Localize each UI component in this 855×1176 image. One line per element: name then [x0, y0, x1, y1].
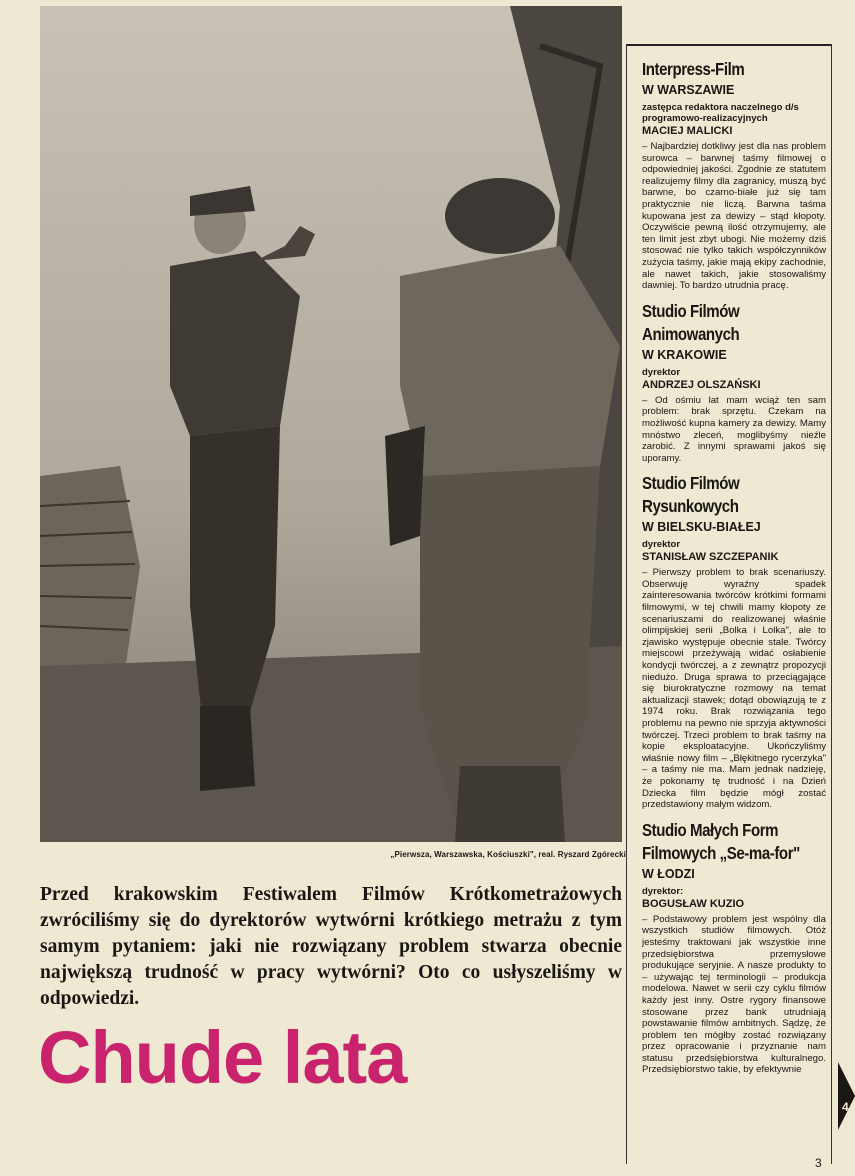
section-body: – Od ośmiu lat mam wciąż ten sam problem: brak sprzętu. Czekam na możliwość kupna kamery za dewizy. Mamy mnóstwo zleceń, moglibyśmy nieźle zarobić. Z innymi sprawami jakoś się uporamy.: [642, 394, 826, 464]
section-interpress-film: [642, 58, 826, 292]
page-tab-marker: [838, 1062, 855, 1130]
photo-caption: „Pierwsza, Warszawska, Kościuszki", real. Ryszard Zgórecki: [390, 850, 626, 859]
section-body: – Pierwszy problem to brak scenariuszy. Obserwuję wyraźny spadek zainteresowania twórców krótkimi formami filmowymi, w tej chwili mamy kłopoty ze scenariuszami do realizowanej właśnie olimpijskiej serii „Bolka i Lolka", ale to zjawisko występuje obecnie stale. Twórcy miejscowi przeżywają widać osłabienie kondycji twórczej, a z zewnątrz propozycji niedużo. Druga sprawa to przeciągające się biurokratyczne rozmowy na temat aktualizacji stawek; dotąd obowiązują te z 1974 roku. Brak rozwiązania tego problemu na pewno nie sprzyja aktywności twórczej. Trzeci problem to brak taśmy na kopie eksploatacyjne. Ukończyliśmy właśnie nowy film – „Błękitnego rycerzyka" – a taśmy nie ma. Mam jednak nadzieję, że pokonamy tę trudność i na Dzień Dziecka film będzie mógł zostać przedstawiony małym widzom.: [642, 567, 826, 811]
section-person-name: STANISŁAW SZCZEPANIK: [642, 551, 779, 564]
page-number: 3: [815, 1156, 822, 1170]
section-title: Studio Filmów: [642, 300, 740, 321]
section-role: dyrektor: [642, 366, 681, 378]
intro-paragraph: Przed krakowskim Festiwalem Filmów Krótkometrażowych zwróciliśmy się do dyrektorów wytwórni krótkiego metrażu z tym samym pytaniem: jaki nie rozwiązany problem stwarza obecnie największą trudność w pracy wytwórni? Oto co usłyszeliśmy w odpowiedzi.: [40, 884, 622, 1009]
tab-number: 4: [842, 1100, 849, 1114]
section-title: Interpress-Film: [642, 59, 745, 79]
section-person-name: MACIEJ MALICKI: [642, 125, 733, 137]
section-title: Studio Małych Form: [642, 819, 779, 840]
article-headline: Chude lata: [38, 1016, 407, 1099]
section-role: zastępca redaktora naczelnego d/s programowo-realizacyjnych: [642, 102, 799, 124]
section-city: W ŁODZI: [642, 866, 695, 881]
interviews-column: [642, 58, 826, 1084]
section-studio-rysunkowych: [642, 472, 826, 810]
section-title-line2: Animowanych: [642, 323, 740, 344]
column-top-rule: [626, 44, 832, 46]
section-title: Studio Filmów: [642, 473, 740, 494]
section-role: dyrektor:: [642, 885, 684, 897]
section-person-name: ANDRZEJ OLSZAŃSKI: [642, 378, 761, 391]
section-se-ma-for: [642, 819, 826, 1076]
section-title-line2: Filmowych „Se-ma-for": [642, 842, 800, 863]
section-city: W KRAKOWIE: [642, 347, 727, 362]
section-city: W WARSZAWIE: [642, 83, 735, 97]
film-still-photo: [40, 6, 622, 842]
soldiers-illustration: [40, 6, 622, 842]
section-studio-animowanych: [642, 300, 826, 465]
section-title-line2: Rysunkowych: [642, 496, 739, 517]
section-city: W BIELSKU-BIAŁEJ: [642, 520, 761, 535]
section-body: – Najbardziej dotkliwy jest dla nas problem surowca – barwnej taśmy filmowej o odpowiedniej jakości. Zgodnie ze statutem realizujemy filmy dla zagranicy, muszą być barwne, bo czarno-białe już się tam praktycznie nie liczą. Barwna taśma kupowana jest za dewizy – stąd kłopoty. Oczywiście pewną ilość otrzymujemy, ale ten limit jest zbyt ubogi. Nie możemy dziś stosować nie tylko takich współczynników zużycia taśmy, jakie mają ekipy zachodnie, ale nawet takich, jakie stosowaliśmy dawniej. To bardzo utrudnia pracę.: [642, 141, 826, 292]
section-body: – Podstawowy problem jest wspólny dla wszystkich studiów filmowych. Otóż jesteśmy traktowani jak wszystkie inne przedsiębiorstwa przemysłowe produkujące seryjnie. A nasze produkty to – używając tej terminologii – produkcja modelowa. Nawet w serii czy cyklu filmów każdy jest inny. Ostre rygory finansowe stosowane przez bank utrudniają powstawanie filmów ambitnych. Sądzę, że problem ten mógłby zostać rozwiązany przez opracowanie i przyznanie nam statusu przedsiębiorstwa kulturalnego. Przedsiębiorstwo takie, by efektywnie: [642, 913, 826, 1076]
section-role: dyrektor: [642, 539, 681, 551]
column-left-rule: [626, 44, 627, 1164]
section-person-name: BOGUSŁAW KUZIO: [642, 897, 745, 910]
column-right-rule: [831, 44, 832, 1164]
